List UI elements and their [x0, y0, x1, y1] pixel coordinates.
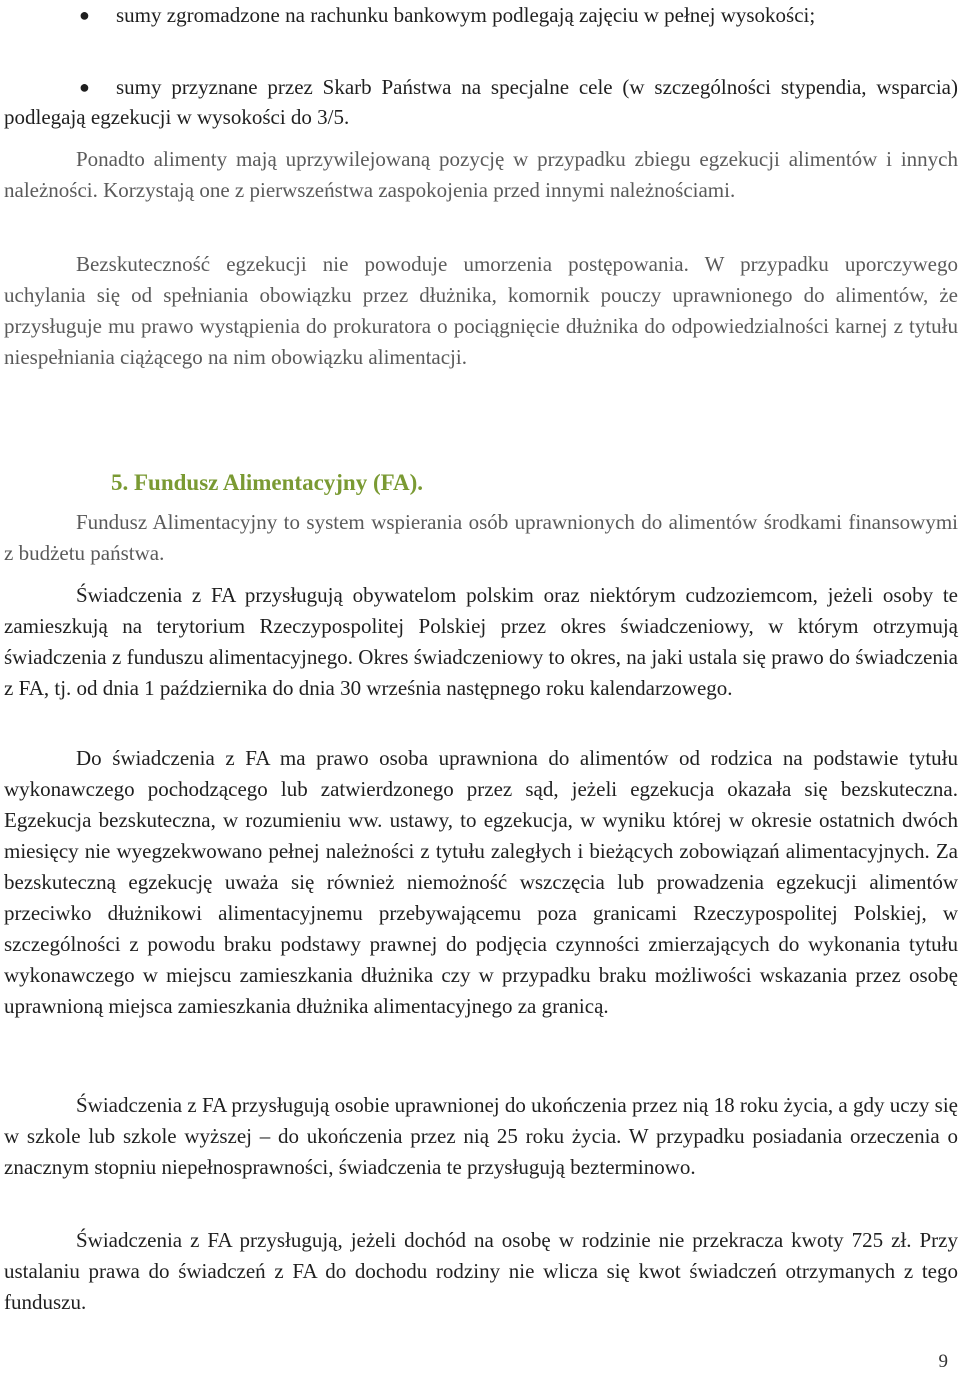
paragraph-eligibility: Świadczenia z FA przysługują obywatelom polskim oraz niektórym cudzoziemcom, jeżeli osoby te zamieszkują na terytorium Rzeczypospolitej Polskiej przez okres świadczeniowy, w którym otrzymują świadczenia z funduszu alimentacyjnego. Okres świadczeniowy to okres, na jaki ustala się prawo do świadczenia z FA, tj. od dnia 1 października do dnia 30 września następnego roku kalendarzowego. [4, 583, 958, 700]
section-heading: 5. Fundusz Alimentacyjny (FA). [111, 470, 423, 495]
page-number: 9 [938, 1351, 948, 1372]
paragraph-fund-definition: Fundusz Alimentacyjny to system wspierania osób uprawnionych do alimentów środkami finansowymi z budżetu państwa. [4, 510, 958, 565]
bullet-text: sumy przyznane przez Skarb Państwa na specjalne cele (w szczególności stypendia, wsparcia) podlegają egzekucji w wysokości do 3/5. [4, 75, 958, 129]
bullet-icon: ● [79, 5, 90, 25]
paragraph-ineffective-enforcement: Bezskuteczność egzekucji nie powoduje umorzenia postępowania. W przypadku uporczywego uchylania się od spełniania obowiązku przez dłużnika, komornik pouczy uprawnionego do alimentów, że przysługuje mu prawo wystąpienia do prokuratora o pociągnięcie dłużnika do odpowiedzialności karnej z tytułu niespełniania ciążącego na nim obowiązku alimentacji. [4, 252, 958, 369]
paragraph-age-limit: Świadczenia z FA przysługują osobie uprawnionej do ukończenia przez nią 18 roku życia, a gdy uczy się w szkole lub szkole wyższej – do ukończenia przez nią 25 roku życia. W przypadku posiadania orzeczenia o znacznym stopniu niepełnosprawności, świadczenia te przysługują bezterminowo. [4, 1093, 958, 1179]
bullet-item [4, 72, 958, 132]
paragraph-income-limit: Świadczenia z FA przysługują, jeżeli dochód na osobę w rodzinie nie przekracza kwoty 725 zł. Przy ustalaniu prawa do świadczeń z FA do dochodu rodziny nie wlicza się kwot świadczeń otrzymanych z tego funduszu. [4, 1228, 958, 1314]
bullet-text: sumy zgromadzone na rachunku bankowym podlegają zajęciu w pełnej wysokości; [116, 3, 816, 27]
bullet-icon: ● [79, 77, 90, 97]
paragraph-right-to-benefit: Do świadczenia z FA ma prawo osoba uprawniona do alimentów od rodzica na podstawie tytułu wykonawczego pochodzącego lub zatwierdzonego przez sąd, jeżeli egzekucja okazała się bezskuteczna. Egzekucja bezskuteczna, w rozumieniu ww. ustawy, to egzekucja, w wyniku której w okresie ostatnich dwóch miesięcy nie wyegzekwowano pełnej należności z tytułu zaległych i bieżących zobowiązań alimentacyjnych. Za bezskuteczną egzekucję uważa się również niemożność wszczęcia lub prowadzenia egzekucji alimentów przeciwko dłużnikowi alimentacyjnemu przebywającemu poza granicami Rzeczypospolitej Polskiej, w szczególności z powodu braku podstawy prawnej do podjęcia czynności zmierzających do wykonania tytułu wykonawczego w miejscu zamieszkania dłużnika czy w przypadku braku możliwości wskazania przez osobę uprawnioną miejsca zamieszkania dłużnika alimentacyjnego za granicą. [4, 746, 958, 1018]
bullet-item [4, 0, 958, 30]
paragraph-priority: Ponadto alimenty mają uprzywilejowaną pozycję w przypadku zbiegu egzekucji alimentów i innych należności. Korzystają one z pierwszeństwa zaspokojenia przed innymi należnościami. [4, 147, 958, 202]
